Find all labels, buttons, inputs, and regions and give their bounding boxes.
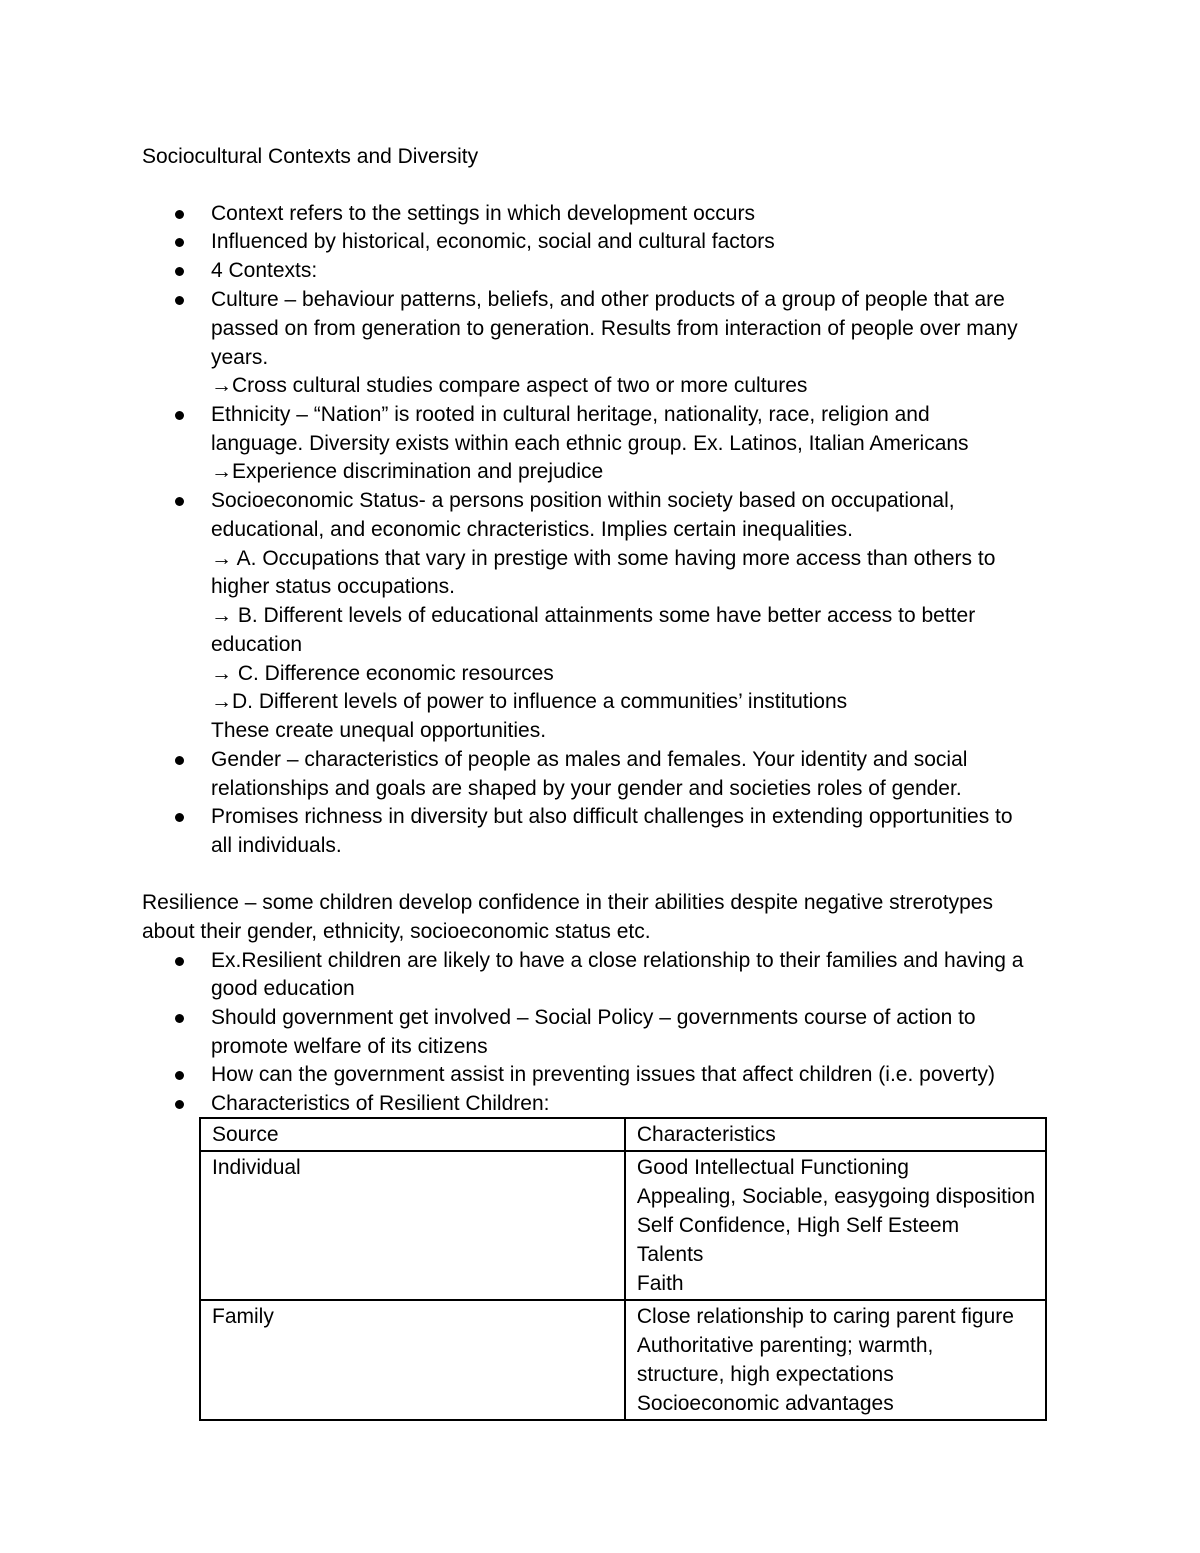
list-item-continuation: These create unequal opportunities. xyxy=(211,719,547,742)
document-title: Sociocultural Contexts and Diversity xyxy=(142,145,479,168)
list-item: Gender – characteristics of people as males and females. Your identity and social xyxy=(211,748,968,771)
bullet-icon xyxy=(175,1071,184,1080)
bullet-icon xyxy=(175,238,184,247)
bullet-icon xyxy=(175,756,184,765)
bullet-icon xyxy=(175,497,184,506)
resilience-paragraph-continuation: about their gender, ethnicity, socioeconomic status etc. xyxy=(142,920,651,943)
bullet-icon xyxy=(175,1100,184,1109)
list-item-continuation: language. Diversity exists within each ethnic group. Ex. Latinos, Italian Americans xyxy=(211,432,969,455)
table-cell-characteristics xyxy=(625,1300,1046,1420)
characteristic-line: Close relationship to caring parent figure xyxy=(636,1305,1014,1328)
list-item: Ex.Resilient children are likely to have a close relationship to their families and having a xyxy=(211,949,1024,972)
list-item-continuation: educational, and economic chracteristics. Implies certain inequalities. xyxy=(211,518,853,541)
resilience-paragraph: Resilience – some children develop confidence in their abilities despite negative strerotypes xyxy=(142,891,993,914)
table-header-characteristics: Characteristics xyxy=(625,1118,1046,1151)
list-item-subpoint: →Cross cultural studies compare aspect of two or more cultures xyxy=(211,374,808,397)
characteristic-line: Appealing, Sociable, easygoing disposition xyxy=(636,1185,1035,1208)
characteristic-line: Socioeconomic advantages xyxy=(636,1392,894,1415)
table-row xyxy=(200,1300,1046,1420)
bullet-icon xyxy=(175,813,184,822)
list-item-subpoint: →Experience discrimination and prejudice xyxy=(211,460,604,483)
characteristic-line: Authoritative parenting; warmth, xyxy=(636,1334,934,1357)
list-item-continuation: education xyxy=(211,633,303,656)
list-item: Characteristics of Resilient Children: xyxy=(211,1092,550,1115)
resilient-children-table xyxy=(199,1117,1047,1421)
list-item-continuation: relationships and goals are shaped by your gender and societies roles of gender. xyxy=(211,777,962,800)
list-item: Culture – behaviour patterns, beliefs, and other products of a group of people that are xyxy=(211,288,1005,311)
table-cell-source: Individual xyxy=(200,1151,625,1300)
characteristic-line: Self Confidence, High Self Esteem xyxy=(636,1214,960,1237)
list-item-continuation: higher status occupations. xyxy=(211,575,455,598)
characteristic-line: Good Intellectual Functioning xyxy=(636,1156,909,1179)
list-item-subpoint: →D. Different levels of power to influence a communities’ institutions xyxy=(211,690,848,713)
bullet-icon xyxy=(175,296,184,305)
list-item-continuation: years. xyxy=(211,346,269,369)
table-cell-source: Family xyxy=(200,1300,625,1420)
list-item: Promises richness in diversity but also difficult challenges in extending opportunities to xyxy=(211,805,1013,828)
list-item-continuation: good education xyxy=(211,977,355,1000)
list-item: Should government get involved – Social Policy – governments course of action to xyxy=(211,1006,976,1029)
characteristic-line: Faith xyxy=(636,1272,684,1295)
bullet-icon xyxy=(175,411,184,420)
bullet-icon xyxy=(175,1014,184,1023)
list-item: How can the government assist in preventing issues that affect children (i.e. poverty) xyxy=(211,1063,996,1086)
list-item-subpoint: → C. Difference economic resources xyxy=(211,662,554,685)
list-item-subpoint: → A. Occupations that vary in prestige with some having more access than others to xyxy=(211,547,996,570)
list-item: 4 Contexts: xyxy=(211,259,318,282)
table-header-row xyxy=(200,1118,1046,1151)
table-row xyxy=(200,1151,1046,1300)
list-item-continuation: all individuals. xyxy=(211,834,342,857)
bullet-icon xyxy=(175,210,184,219)
list-item: Context refers to the settings in which development occurs xyxy=(211,202,755,225)
list-item-subpoint: → B. Different levels of educational attainments some have better access to better xyxy=(211,604,976,627)
list-item: Influenced by historical, economic, social and cultural factors xyxy=(211,230,775,253)
list-item: Ethnicity – “Nation” is rooted in cultural heritage, nationality, race, religion and xyxy=(211,403,930,426)
list-item-continuation: promote welfare of its citizens xyxy=(211,1035,488,1058)
characteristic-line: Talents xyxy=(636,1243,704,1266)
list-item: Socioeconomic Status- a persons position within society based on occupational, xyxy=(211,489,955,512)
bullet-icon xyxy=(175,267,184,276)
bullet-icon xyxy=(175,957,184,966)
characteristic-line: structure, high expectations xyxy=(636,1363,894,1386)
list-item-continuation: passed on from generation to generation. Results from interaction of people over many xyxy=(211,317,1018,340)
table-header-source: Source xyxy=(200,1118,625,1151)
table-cell-characteristics xyxy=(625,1151,1046,1300)
